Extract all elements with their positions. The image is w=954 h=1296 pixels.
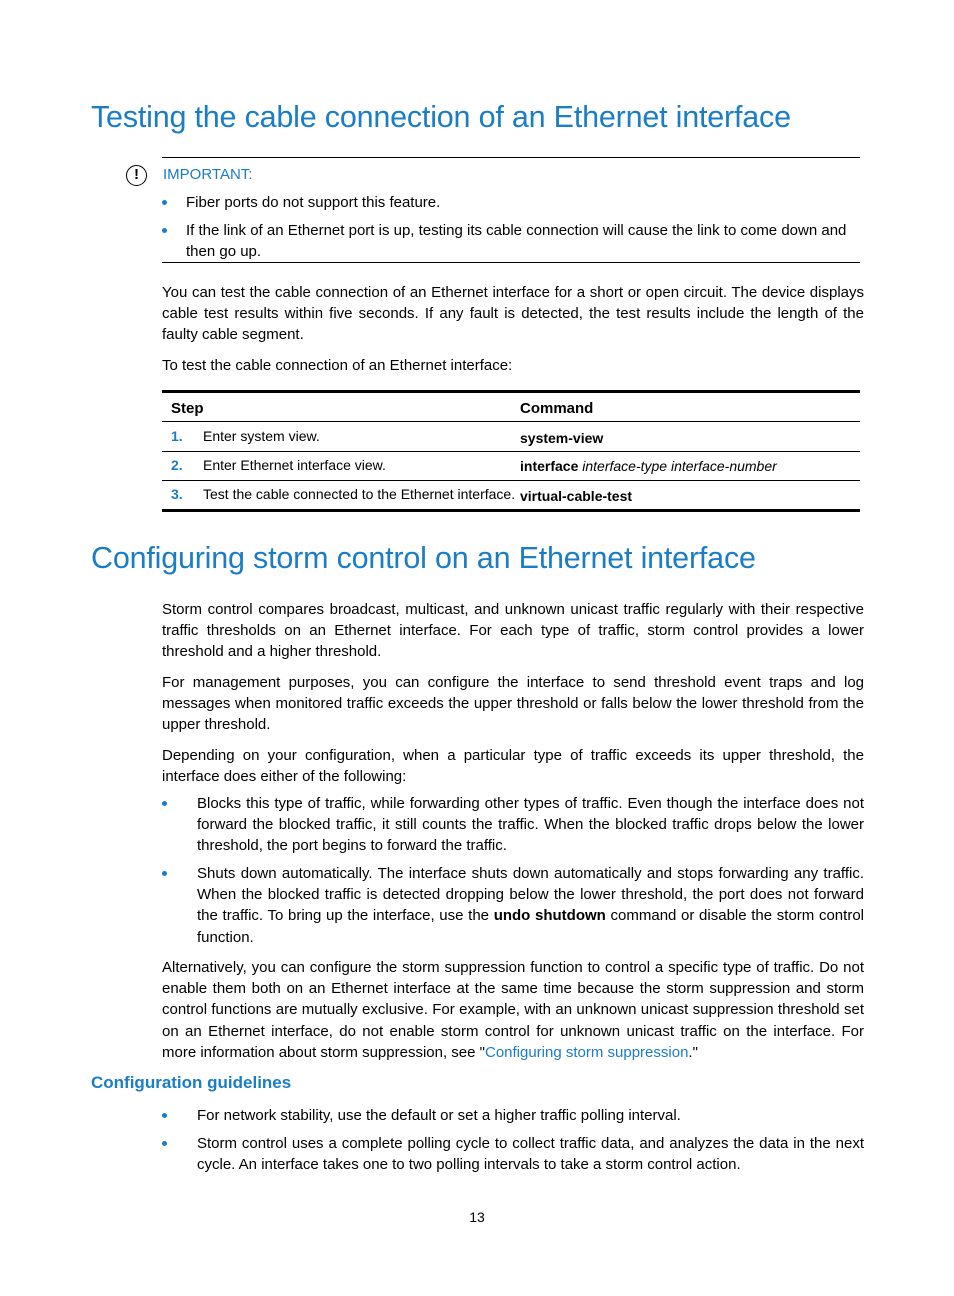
- table-bottom-rule: [162, 509, 860, 512]
- table-row-rule: [162, 451, 860, 452]
- command-keyword: system-view: [520, 430, 604, 446]
- storm-suppression-paragraph: [162, 957, 864, 1063]
- table-header-command: Command: [520, 400, 594, 417]
- table-row-step: Enter Ethernet interface view.: [203, 457, 386, 473]
- table-row-command: [520, 430, 603, 446]
- list-item-text: [197, 863, 864, 948]
- command-keyword: undo shutdown: [493, 907, 606, 925]
- storm-suppression-link[interactable]: Configuring storm suppression: [484, 1043, 689, 1061]
- subsection-title-guidelines: Configuration guidelines: [91, 1073, 292, 1092]
- table-top-rule: [162, 390, 860, 393]
- table-row-step: Enter system view.: [203, 428, 320, 444]
- important-label: IMPORTANT:: [163, 166, 253, 183]
- bullet-icon: [162, 801, 167, 806]
- storm-control-paragraph: Depending on your configuration, when a particular type of traffic exceeds its upper threshold, the interface does either of the following:: [162, 747, 864, 786]
- table-row-step: Test the cable connected to the Ethernet interface.: [203, 486, 516, 502]
- table-row-command: [520, 488, 632, 504]
- list-item-text: For network stability, use the default or set a higher traffic polling interval.: [197, 1107, 681, 1124]
- exclamation-circle-icon: !: [126, 165, 147, 186]
- cable-test-description: You can test the cable connection of an Ethernet interface for a short or open circuit. The device displays cable test results within five seconds. If any fault is detected, the test results include the length of the faulty cable segment.: [162, 284, 864, 344]
- text-run: Alternatively, you can configure the storm suppression function to control a specific type of traffic. Do not enable them both on an Ethernet interface at the same time because the storm suppression and storm control functions are mutually exclusive. For example, with an unknown unicast suppression threshold set on an Ethernet interface, do not enable storm control for unknown unicast traffic on the interface. For more information about storm suppression, see ": [162, 959, 864, 1061]
- bullet-icon: [162, 871, 167, 876]
- cable-test-intro: To test the cable connection of an Ethernet interface:: [162, 357, 513, 374]
- storm-control-paragraph: Storm control compares broadcast, multicast, and unknown unicast traffic regularly with their respective traffic thresholds on an Ethernet interface. For each type of traffic, storm control provides a lower threshold and a higher threshold.: [162, 601, 864, 661]
- text-run: .": [688, 1043, 698, 1061]
- bullet-icon: [162, 1113, 167, 1118]
- table-row-rule: [162, 480, 860, 481]
- command-argument: interface-type interface-number: [582, 458, 777, 474]
- command-keyword: interface: [520, 458, 579, 474]
- table-header-step: Step: [171, 400, 204, 417]
- table-header-rule: [162, 421, 860, 422]
- table-row-number: 1.: [171, 428, 183, 444]
- list-item-text: Storm control uses a complete polling cycle to collect traffic data, and analyzes the data in the next cycle. An interface takes one to two polling intervals to take a storm control action.: [197, 1135, 864, 1174]
- text-run: Shuts down automatically. The interface shuts down automatically and stops forwarding any traffic. When the blocked traffic is detected dropping below the lower threshold, the port does not forward the traffic. To bring up the interface, use the: [197, 865, 864, 925]
- table-row-number: 3.: [171, 486, 183, 502]
- table-row-number: 2.: [171, 457, 183, 473]
- bullet-icon: [162, 228, 167, 233]
- bullet-icon: [162, 200, 167, 205]
- section-title-cable-test: Testing the cable connection of an Ethernet interface: [91, 100, 791, 134]
- important-item-text: If the link of an Ethernet port is up, testing its cable connection will cause the link to come down and then go up.: [186, 222, 847, 261]
- text-run: command or disable the storm control function.: [197, 907, 864, 946]
- note-top-rule: [162, 157, 860, 158]
- section-title-storm-control: Configuring storm control on an Ethernet interface: [91, 541, 756, 575]
- command-keyword: virtual-cable-test: [520, 488, 633, 504]
- note-bottom-rule: [162, 262, 860, 263]
- page-number: 13: [469, 1209, 485, 1225]
- storm-control-paragraph: For management purposes, you can configure the interface to send threshold event traps and log messages when monitored traffic exceeds the upper threshold or falls below the lower threshold from the upper threshold.: [162, 674, 864, 734]
- bullet-icon: [162, 1141, 167, 1146]
- table-row-command: [520, 458, 777, 474]
- important-item-text: Fiber ports do not support this feature.: [186, 194, 441, 211]
- list-item-text: Blocks this type of traffic, while forwarding other types of traffic. Even though the interface does not forward the blocked traffic, it still counts the traffic. When the blocked traffic drops below the lower threshold, the port begins to forward the traffic.: [197, 795, 864, 855]
